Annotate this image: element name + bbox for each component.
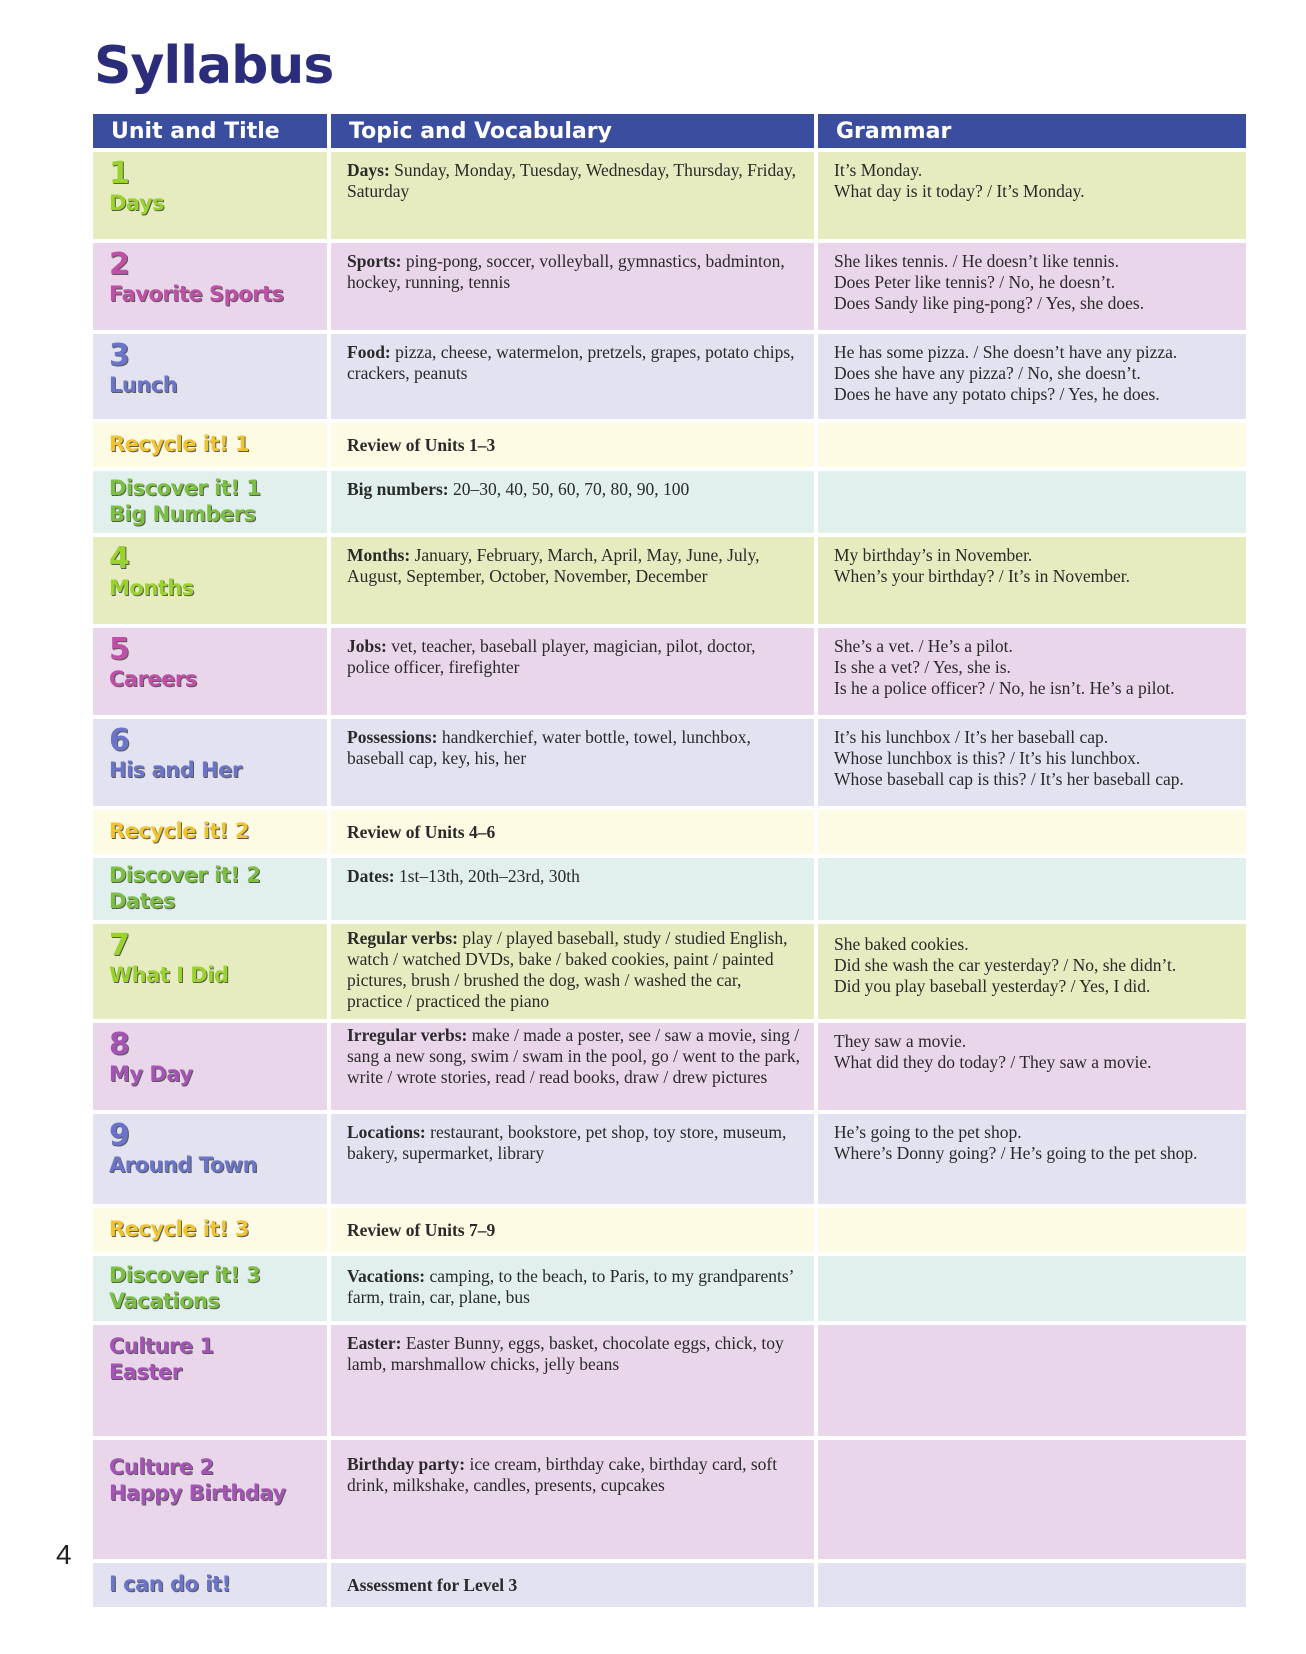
grammar-cell xyxy=(818,1256,1246,1321)
topic-cell xyxy=(331,810,814,854)
page-title: Syllabus xyxy=(94,36,334,96)
unit-number: 1 xyxy=(109,156,130,191)
topic-label: Locations: xyxy=(347,1122,426,1142)
unit-title: My Day xyxy=(109,1062,193,1086)
topic-cell xyxy=(331,924,814,1019)
unit-title: Months xyxy=(109,576,194,600)
page-number: 4 xyxy=(56,1539,72,1570)
topic-text: 1st–13th, 20th–23rd, 30th xyxy=(394,866,580,886)
grammar-cell xyxy=(818,1114,1246,1204)
grammar-line: What day is it today? / It’s Monday. xyxy=(834,181,1085,201)
topic-label: Vacations: xyxy=(347,1266,426,1286)
unit-title: I can do it! xyxy=(109,1572,231,1596)
grammar-cell xyxy=(818,1563,1246,1607)
grammar-line: When’s your birthday? / It’s in November. xyxy=(834,566,1130,586)
unit-title: Recycle it! 1 xyxy=(109,432,249,456)
grammar-cell xyxy=(818,537,1246,624)
unit-cell xyxy=(93,1563,327,1607)
topic-text: Sunday, Monday, Tuesday, Wednesday, Thursday, Friday, Saturday xyxy=(347,160,797,201)
unit-title: Big Numbers xyxy=(109,502,256,526)
grammar-line: Is she a vet? / Yes, she is. xyxy=(834,657,1011,677)
unit-title: Days xyxy=(109,191,165,215)
topic-text: make / made a poster, see / saw a movie, sing / sang a new song, swim / swam in the pool, go / went to the park, write / wrote stories, read / read books, draw / drew pictures xyxy=(347,1025,800,1087)
unit-cell xyxy=(93,1325,327,1436)
topic-text: camping, to the beach, to Paris, to my grandparents’ farm, train, car, plane, bus xyxy=(347,1266,794,1307)
grammar-cell xyxy=(818,924,1246,1019)
topic-cell xyxy=(331,1563,814,1607)
grammar-cell xyxy=(818,858,1246,920)
unit-cell xyxy=(93,1208,327,1252)
grammar-cell xyxy=(818,243,1246,330)
grammar-line: He’s going to the pet shop. xyxy=(834,1122,1022,1142)
topic-cell xyxy=(331,471,814,533)
unit-cell xyxy=(93,537,327,624)
unit-cell xyxy=(93,719,327,806)
unit-title: Recycle it! 3 xyxy=(109,1217,249,1241)
topic-text: Easter Bunny, eggs, basket, chocolate eggs, chick, toy lamb, marshmallow chicks, jelly beans xyxy=(347,1333,784,1374)
unit-cell xyxy=(93,471,327,533)
grammar-line: They saw a movie. xyxy=(834,1031,967,1051)
unit-number: 9 xyxy=(109,1118,130,1153)
grammar-line: Does he have any potato chips? / Yes, he does. xyxy=(834,384,1160,404)
topic-label: Review of Units 1–3 xyxy=(347,435,496,455)
topic-label: Irregular verbs: xyxy=(347,1025,468,1045)
topic-text: ice cream, birthday cake, birthday card, soft drink, milkshake, candles, presents, cupcakes xyxy=(347,1454,778,1495)
grammar-line: It’s his lunchbox / It’s her baseball cap. xyxy=(834,727,1109,747)
unit-number: 4 xyxy=(109,541,130,576)
topic-label: Dates: xyxy=(347,866,395,886)
topic-text: handkerchief, water bottle, towel, lunchbox, baseball cap, key, his, her xyxy=(347,727,751,768)
grammar-cell xyxy=(818,1208,1246,1252)
grammar-cell xyxy=(818,152,1246,239)
header-grammar: Grammar xyxy=(818,114,1246,148)
grammar-line: What did they do today? / They saw a movie. xyxy=(834,1052,1152,1072)
topic-label: Regular verbs: xyxy=(347,928,458,948)
unit-cell xyxy=(93,1114,327,1204)
unit-title: Careers xyxy=(109,667,197,691)
topic-label: Big numbers: xyxy=(347,479,449,499)
topic-cell xyxy=(331,1325,814,1436)
header-unit-and-title: Unit and Title xyxy=(93,114,327,148)
unit-cell xyxy=(93,810,327,854)
unit-number: 6 xyxy=(109,723,130,758)
grammar-line: Does Sandy like ping-pong? / Yes, she does. xyxy=(834,293,1145,313)
topic-text: pizza, cheese, watermelon, pretzels, grapes, potato chips, crackers, peanuts xyxy=(347,342,795,383)
topic-text: 20–30, 40, 50, 60, 70, 80, 90, 100 xyxy=(448,479,690,499)
grammar-cell xyxy=(818,1440,1246,1559)
grammar-line: Where’s Donny going? / He’s going to the pet shop. xyxy=(834,1143,1198,1163)
unit-cell xyxy=(93,1256,327,1321)
unit-subtitle: Discover it! 2 xyxy=(109,863,261,887)
unit-number: 7 xyxy=(109,928,130,963)
unit-cell xyxy=(93,423,327,467)
unit-title: Favorite Sports xyxy=(109,282,284,306)
unit-subtitle: Discover it! 1 xyxy=(109,476,261,500)
topic-label: Easter: xyxy=(347,1333,402,1353)
grammar-cell xyxy=(818,719,1246,806)
unit-subtitle: Culture 2 xyxy=(109,1455,214,1479)
grammar-line: She’s a vet. / He’s a pilot. xyxy=(834,636,1013,656)
topic-label: Days: xyxy=(347,160,390,180)
grammar-cell xyxy=(818,810,1246,854)
unit-number: 5 xyxy=(109,632,130,667)
topic-label: Review of Units 7–9 xyxy=(347,1220,496,1240)
grammar-line: Does Peter like tennis? / No, he doesn’t. xyxy=(834,272,1116,292)
topic-cell xyxy=(331,1023,814,1110)
topic-text: play / played baseball, study / studied English, watch / watched DVDs, bake / baked cookies, paint / painted pictures, brush / brushed the dog, wash / washed the car, practice / practiced the piano xyxy=(347,928,788,1011)
unit-cell xyxy=(93,243,327,330)
grammar-line: Whose baseball cap is this? / It’s her baseball cap. xyxy=(834,769,1184,789)
topic-cell xyxy=(331,243,814,330)
unit-number: 3 xyxy=(109,338,130,373)
topic-label: Months: xyxy=(347,545,411,565)
unit-cell xyxy=(93,334,327,419)
topic-cell xyxy=(331,537,814,624)
unit-title: Happy Birthday xyxy=(109,1481,286,1505)
grammar-line: It’s Monday. xyxy=(834,160,923,180)
topic-text: vet, teacher, baseball player, magician, pilot, doctor, police officer, firefighter xyxy=(347,636,756,677)
unit-subtitle: Discover it! 3 xyxy=(109,1263,261,1287)
topic-text: ping-pong, soccer, volleyball, gymnastics, badminton, hockey, running, tennis xyxy=(347,251,785,292)
grammar-line: She likes tennis. / He doesn’t like tennis. xyxy=(834,251,1119,271)
grammar-line: Whose lunchbox is this? / It’s his lunchbox. xyxy=(834,748,1141,768)
topic-cell xyxy=(331,334,814,419)
topic-label: Possessions: xyxy=(347,727,438,747)
topic-cell xyxy=(331,152,814,239)
grammar-cell xyxy=(818,1325,1246,1436)
unit-title: Vacations xyxy=(109,1289,220,1313)
grammar-cell xyxy=(818,423,1246,467)
unit-number: 2 xyxy=(109,247,130,282)
grammar-line: My birthday’s in November. xyxy=(834,545,1033,565)
topic-label: Birthday party: xyxy=(347,1454,466,1474)
grammar-line: Does she have any pizza? / No, she doesn’t. xyxy=(834,363,1141,383)
unit-title: Lunch xyxy=(109,373,178,397)
topic-label: Jobs: xyxy=(347,636,387,656)
unit-title: His and Her xyxy=(109,758,242,782)
topic-cell xyxy=(331,628,814,715)
topic-text: restaurant, bookstore, pet shop, toy store, museum, bakery, supermarket, library xyxy=(347,1122,787,1163)
unit-cell xyxy=(93,858,327,920)
topic-cell xyxy=(331,719,814,806)
grammar-cell xyxy=(818,334,1246,419)
unit-title: What I Did xyxy=(109,963,229,987)
topic-cell xyxy=(331,1208,814,1252)
unit-cell xyxy=(93,924,327,1019)
unit-number: 8 xyxy=(109,1027,130,1062)
topic-label: Assessment for Level 3 xyxy=(347,1575,518,1595)
grammar-line: Is he a police officer? / No, he isn’t. He’s a pilot. xyxy=(834,678,1175,698)
topic-cell xyxy=(331,1256,814,1321)
header-topic-and-vocabulary: Topic and Vocabulary xyxy=(331,114,814,148)
topic-cell xyxy=(331,1440,814,1559)
topic-label: Food: xyxy=(347,342,391,362)
unit-title: Recycle it! 2 xyxy=(109,819,249,843)
unit-cell xyxy=(93,628,327,715)
topic-cell xyxy=(331,858,814,920)
grammar-cell xyxy=(818,1023,1246,1110)
unit-title: Around Town xyxy=(109,1153,258,1177)
unit-cell xyxy=(93,1023,327,1110)
unit-title: Easter xyxy=(109,1360,182,1384)
syllabus-table xyxy=(93,114,1238,1607)
grammar-cell xyxy=(818,471,1246,533)
grammar-cell xyxy=(818,628,1246,715)
unit-subtitle: Culture 1 xyxy=(109,1334,214,1358)
grammar-line: Did she wash the car yesterday? / No, she didn’t. xyxy=(834,955,1177,975)
topic-text: January, February, March, April, May, June, July, August, September, October, November, December xyxy=(347,545,760,586)
topic-cell xyxy=(331,423,814,467)
grammar-line: Did you play baseball yesterday? / Yes, I did. xyxy=(834,976,1151,996)
grammar-line: He has some pizza. / She doesn’t have any pizza. xyxy=(834,342,1178,362)
grammar-line: She baked cookies. xyxy=(834,934,969,954)
topic-label: Sports: xyxy=(347,251,402,271)
topic-label: Review of Units 4–6 xyxy=(347,822,496,842)
unit-cell xyxy=(93,152,327,239)
unit-cell xyxy=(93,1440,327,1559)
unit-title: Dates xyxy=(109,889,175,913)
topic-cell xyxy=(331,1114,814,1204)
